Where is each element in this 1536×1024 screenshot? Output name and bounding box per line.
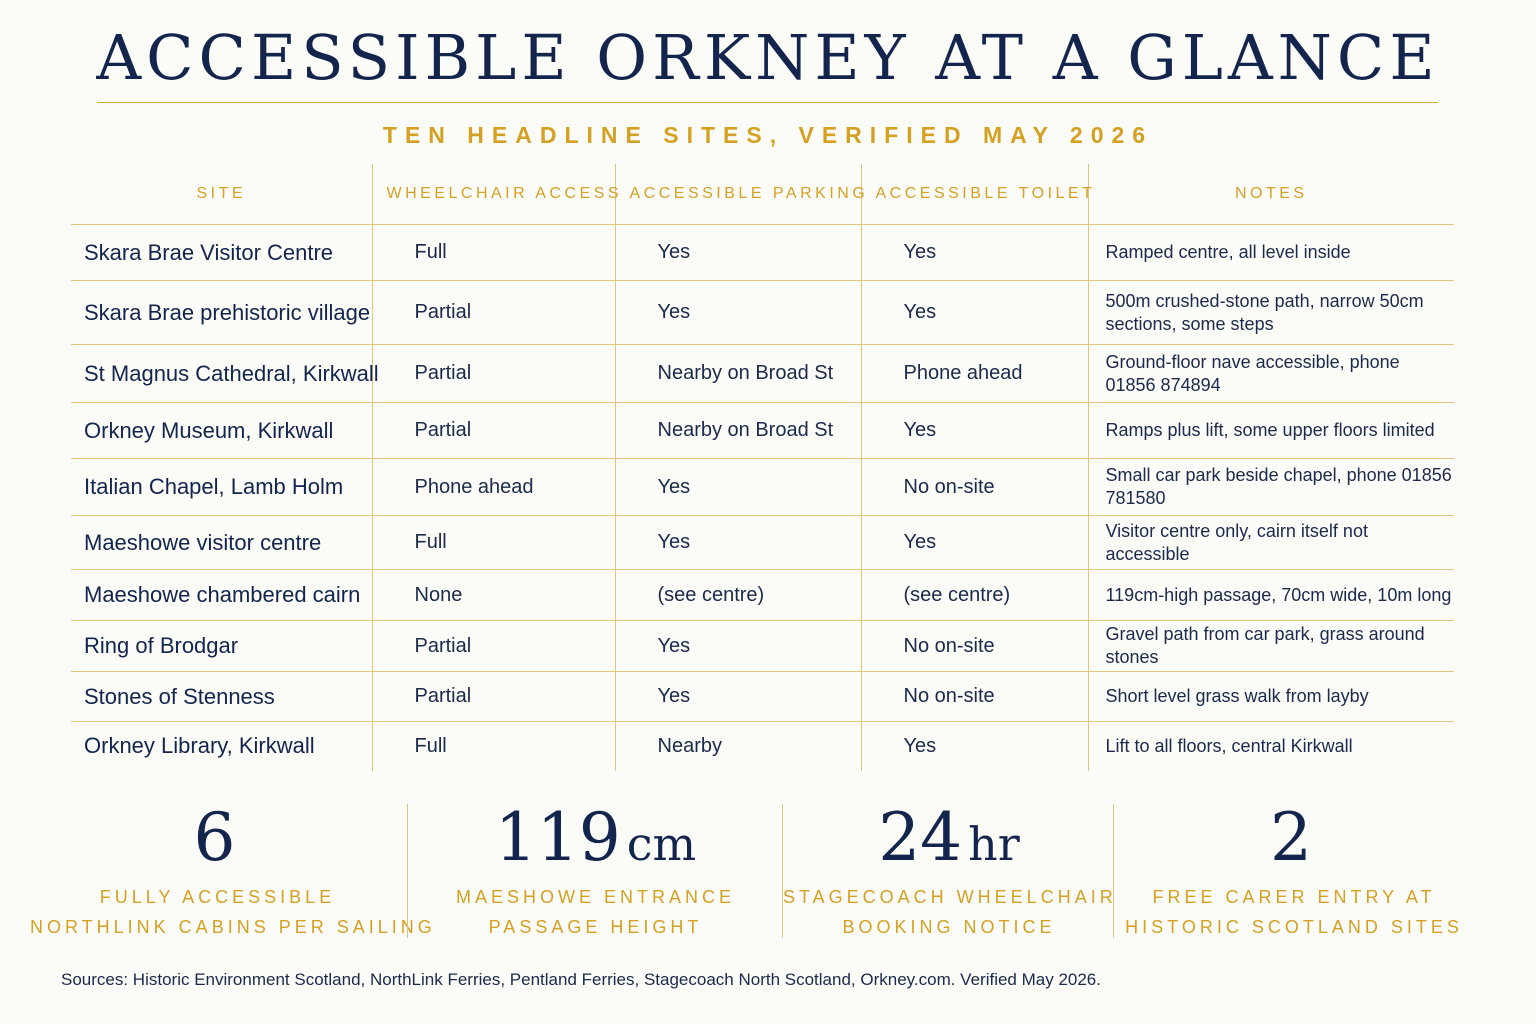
- cell-accessible-toilet: Phone ahead: [861, 345, 1088, 403]
- stat-value: 24 hr: [878, 799, 1020, 876]
- stat-northlink-cabins: [30, 799, 436, 940]
- cell-accessible-parking: Yes: [615, 225, 861, 281]
- cell-wheelchair-access: Phone ahead: [372, 459, 615, 516]
- cell-accessible-toilet: No on-site: [861, 621, 1088, 672]
- stat-value: 6: [193, 799, 236, 876]
- cell-notes: Visitor centre only, cairn itself not accessible: [1088, 516, 1454, 570]
- cell-accessible-parking: Nearby on Broad St: [615, 345, 861, 403]
- cell-site: Maeshowe chambered cairn: [71, 570, 372, 621]
- cell-site: Orkney Library, Kirkwall: [84, 733, 315, 759]
- table-row: [71, 225, 1454, 281]
- cell-site: Italian Chapel, Lamb Holm: [71, 459, 372, 516]
- stat-value: 2: [1270, 799, 1312, 876]
- cell-wheelchair-access: Partial: [372, 403, 615, 459]
- cell-wheelchair-access: Full: [372, 516, 615, 570]
- cell-accessible-parking: Nearby: [615, 722, 861, 771]
- cell-accessible-parking: (see centre): [615, 570, 861, 621]
- cell-accessible-parking: Yes: [615, 459, 861, 516]
- table-row: [71, 403, 1454, 459]
- table-row: [71, 516, 1454, 570]
- cell-accessible-parking: Yes: [615, 281, 861, 345]
- sources-footnote: Sources: Historic Environment Scotland, NorthLink Ferries, Pentland Ferries, Stagecoach North Scotland, Orkney.com. Verified May 2026.: [61, 970, 1101, 989]
- cell-accessible-toilet: Yes: [861, 225, 1088, 281]
- cell-wheelchair-access: Partial: [372, 672, 615, 722]
- stat-stagecoach-notice: [783, 800, 1115, 940]
- table-row: [71, 570, 1454, 621]
- cell-accessible-toilet: Yes: [861, 516, 1088, 570]
- table-row: [71, 672, 1454, 722]
- cell-notes: Short level grass walk from layby: [1088, 672, 1454, 722]
- cell-accessible-toilet: No on-site: [861, 459, 1088, 516]
- cell-notes: Ramped centre, all level inside: [1088, 225, 1454, 281]
- cell-accessible-parking: Nearby on Broad St: [615, 403, 861, 459]
- header-wheelchair-access: WHEELCHAIR ACCESS: [372, 164, 615, 225]
- cell-wheelchair-access: Partial: [372, 621, 615, 672]
- table-row: [71, 459, 1454, 516]
- stat-maeshowe-passage: [408, 800, 783, 940]
- table-header-row: [71, 164, 1454, 225]
- stat-free-carer-entry: [1114, 800, 1474, 940]
- cell-site: Orkney Museum, Kirkwall: [71, 403, 372, 459]
- cell-site: Maeshowe visitor centre: [71, 516, 372, 570]
- cell-notes: Ramps plus lift, some upper floors limited: [1088, 403, 1454, 459]
- cell-site: Ring of Brodgar: [71, 621, 372, 672]
- table-row: [71, 621, 1454, 672]
- cell-accessible-toilet: Yes: [861, 281, 1088, 345]
- cell-accessible-parking: Yes: [615, 621, 861, 672]
- stat-label: FREE CARER ENTRY AT HISTORIC SCOTLAND SITES: [1125, 887, 1463, 937]
- cell-accessible-parking: Yes: [615, 516, 861, 570]
- cell-accessible-toilet: No on-site: [861, 672, 1088, 722]
- cell-wheelchair-access: Partial: [372, 345, 615, 403]
- header-site: SITE: [71, 164, 372, 225]
- header-accessible-parking: ACCESSIBLE PARKING: [615, 164, 861, 225]
- page-title: ACCESSIBLE ORKNEY AT A GLANCE: [96, 21, 1440, 94]
- cell-site: Stones of Stenness: [71, 672, 372, 722]
- cell-wheelchair-access: Partial: [372, 281, 615, 345]
- cell-wheelchair-access: Full: [372, 225, 615, 281]
- cell-notes: 119cm-high passage, 70cm wide, 10m long: [1088, 570, 1454, 621]
- cell-notes: Lift to all floors, central Kirkwall: [1088, 722, 1454, 771]
- cell-notes: 500m crushed-stone path, narrow 50cm sections, some steps: [1088, 281, 1454, 345]
- key-stats: [30, 800, 1506, 940]
- cell-accessible-toilet: Yes: [861, 722, 1088, 771]
- table-row: [71, 722, 1454, 771]
- page-subtitle: TEN HEADLINE SITES, VERIFIED MAY 2026: [382, 122, 1154, 148]
- cell-notes: Gravel path from car park, grass around stones: [1088, 621, 1454, 672]
- table-row: [71, 281, 1454, 345]
- cell-site: St Magnus Cathedral, Kirkwall: [71, 345, 372, 403]
- accessibility-table: [71, 164, 1454, 771]
- stat-label: FULLY ACCESSIBLE NORTHLINK CABINS PER SAILING: [30, 887, 436, 937]
- header-notes: NOTES: [1088, 164, 1454, 225]
- table-row: [71, 345, 1454, 403]
- stat-label: STAGECOACH WHEELCHAIR BOOKING NOTICE: [783, 887, 1117, 937]
- cell-accessible-parking: Yes: [615, 672, 861, 722]
- header-accessible-toilet: ACCESSIBLE TOILET: [861, 164, 1088, 225]
- stat-value: 119 cm: [494, 799, 697, 876]
- cell-wheelchair-access: Full: [372, 722, 615, 771]
- cell-site: Skara Brae prehistoric village: [71, 281, 372, 345]
- cell-notes: Small car park beside chapel, phone 01856 781580: [1088, 459, 1454, 516]
- stat-label: MAESHOWE ENTRANCE PASSAGE HEIGHT: [455, 887, 736, 937]
- title-divider: [97, 102, 1438, 103]
- cell-wheelchair-access: None: [372, 570, 615, 621]
- cell-accessible-toilet: (see centre): [861, 570, 1088, 621]
- cell-site: Skara Brae Visitor Centre: [71, 225, 372, 281]
- cell-notes: Ground-floor nave accessible, phone 01856 874894: [1088, 345, 1454, 403]
- cell-accessible-toilet: Yes: [861, 403, 1088, 459]
